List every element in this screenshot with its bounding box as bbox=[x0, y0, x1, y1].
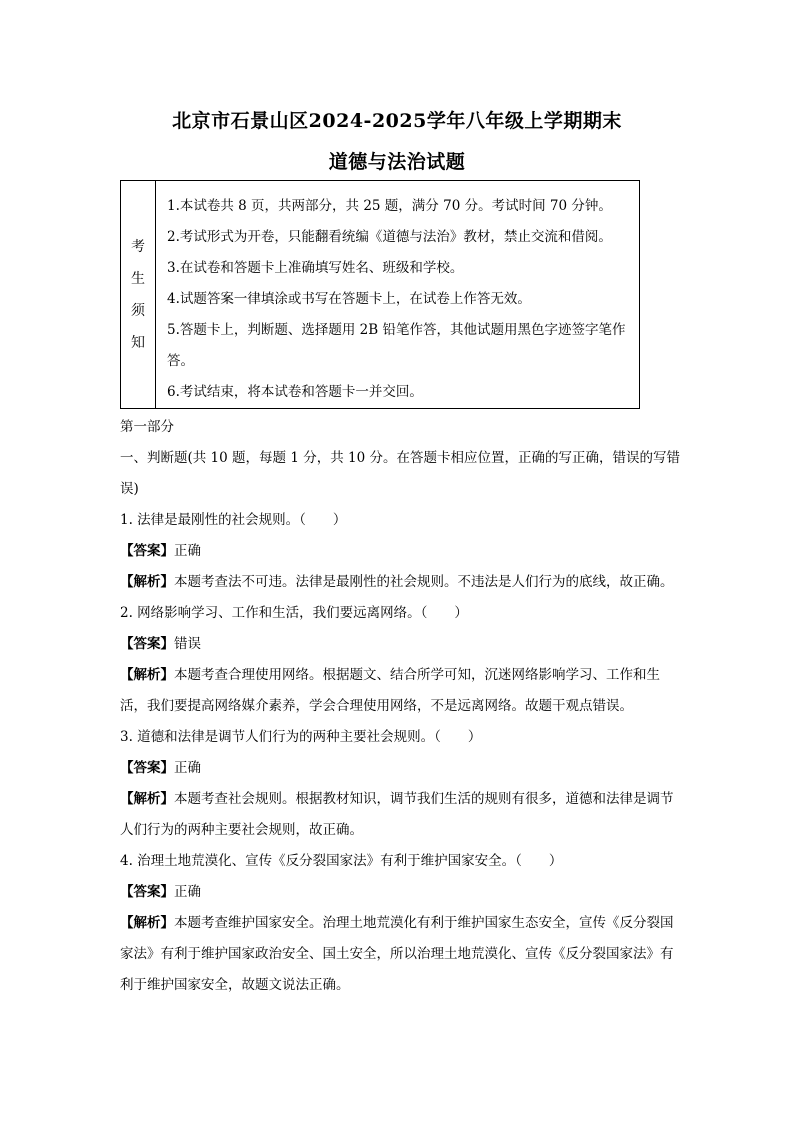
answer-value: 正确 bbox=[174, 760, 201, 776]
answer-line bbox=[120, 877, 680, 908]
exam-body bbox=[120, 412, 680, 1001]
analysis-tag: 【解析】 bbox=[120, 915, 174, 931]
notice-item: 6.考试结束，将本试卷和答题卡一并交回。 bbox=[167, 384, 423, 400]
analysis-text: 本题考查合理使用网络。根据题文、结合所学可知，沉迷网络影响学习、工作和生活，我们要提高网络媒介素养，学会合理使用网络，不是远离网络。故题干观点错误。 bbox=[120, 667, 660, 714]
notice-items bbox=[156, 181, 639, 408]
analysis-tag: 【解析】 bbox=[120, 667, 174, 683]
question-text: 2. 网络影响学习、工作和生活，我们要远离网络。（ ） bbox=[120, 605, 468, 621]
section-heading: 一、判断题(共 10 题，每题 1 分，共 10 分。在答题卡相应位置，正确的写正确，错误的写错误) bbox=[120, 450, 680, 497]
notice-item: 3.在试卷和答题卡上准确填写姓名、班级和学校。 bbox=[167, 260, 464, 276]
exam-subtitle: 道德与法治试题 bbox=[328, 151, 466, 173]
question-text: 1. 法律是最刚性的社会规则。（ ） bbox=[120, 512, 347, 528]
answer-value: 正确 bbox=[174, 543, 201, 559]
notice-label bbox=[121, 181, 156, 408]
notice-item: 4.试题答案一律填涂或书写在答题卡上，在试卷上作答无效。 bbox=[167, 291, 531, 307]
answer-value: 错误 bbox=[174, 636, 201, 652]
answer-line bbox=[120, 629, 680, 660]
analysis-text: 本题考查维护国家安全。治理土地荒漠化有利于维护国家生态安全，宣传《反分裂国家法》有利于维护国家政治安全、国土安全，所以治理土地荒漠化、宣传《反分裂国家法》有利于维护国家安全，故题文说法正确。 bbox=[120, 915, 674, 993]
analysis-line bbox=[120, 908, 680, 1001]
answer-tag: 【答案】 bbox=[120, 760, 174, 776]
question-text: 3. 道德和法律是调节人们行为的两种主要社会规则。（ ） bbox=[120, 729, 482, 745]
candidate-notice-box bbox=[120, 180, 640, 409]
analysis-line bbox=[120, 784, 680, 846]
notice-label-char: 生 bbox=[131, 270, 145, 287]
answer-line bbox=[120, 536, 680, 567]
notice-item: 1.本试卷共 8 页，共两部分，共 25 题，满分 70 分。考试时间 70 分钟。 bbox=[167, 198, 612, 214]
answer-tag: 【答案】 bbox=[120, 636, 174, 652]
exam-title: 北京市石景山区2024-2025学年八年级上学期期末 bbox=[172, 110, 622, 132]
analysis-line bbox=[120, 567, 680, 598]
analysis-line bbox=[120, 660, 680, 722]
part-heading: 第一部分 bbox=[120, 419, 174, 435]
analysis-tag: 【解析】 bbox=[120, 791, 174, 807]
notice-label-char: 考 bbox=[131, 238, 145, 255]
notice-label-char: 知 bbox=[131, 334, 145, 351]
notice-item: 2.考试形式为开卷，只能翻看统编《道德与法治》教材，禁止交流和借阅。 bbox=[167, 229, 612, 245]
question-text: 4. 治理土地荒漠化、宣传《反分裂国家法》有利于维护国家安全。（ ） bbox=[120, 853, 563, 869]
answer-tag: 【答案】 bbox=[120, 543, 174, 559]
notice-item: 5.答题卡上，判断题、选择题用 2B 铅笔作答，其他试题用黑色字迹签字笔作答。 bbox=[167, 322, 626, 369]
analysis-text: 本题考查法不可违。法律是最刚性的社会规则。不违法是人们行为的底线，故正确。 bbox=[174, 574, 674, 590]
notice-label-char: 须 bbox=[131, 302, 145, 319]
answer-line bbox=[120, 753, 680, 784]
answer-tag: 【答案】 bbox=[120, 884, 174, 900]
answer-value: 正确 bbox=[174, 884, 201, 900]
analysis-text: 本题考查社会规则。根据教材知识，调节我们生活的规则有很多，道德和法律是调节人们行为的两种主要社会规则，故正确。 bbox=[120, 791, 674, 838]
analysis-tag: 【解析】 bbox=[120, 574, 174, 590]
